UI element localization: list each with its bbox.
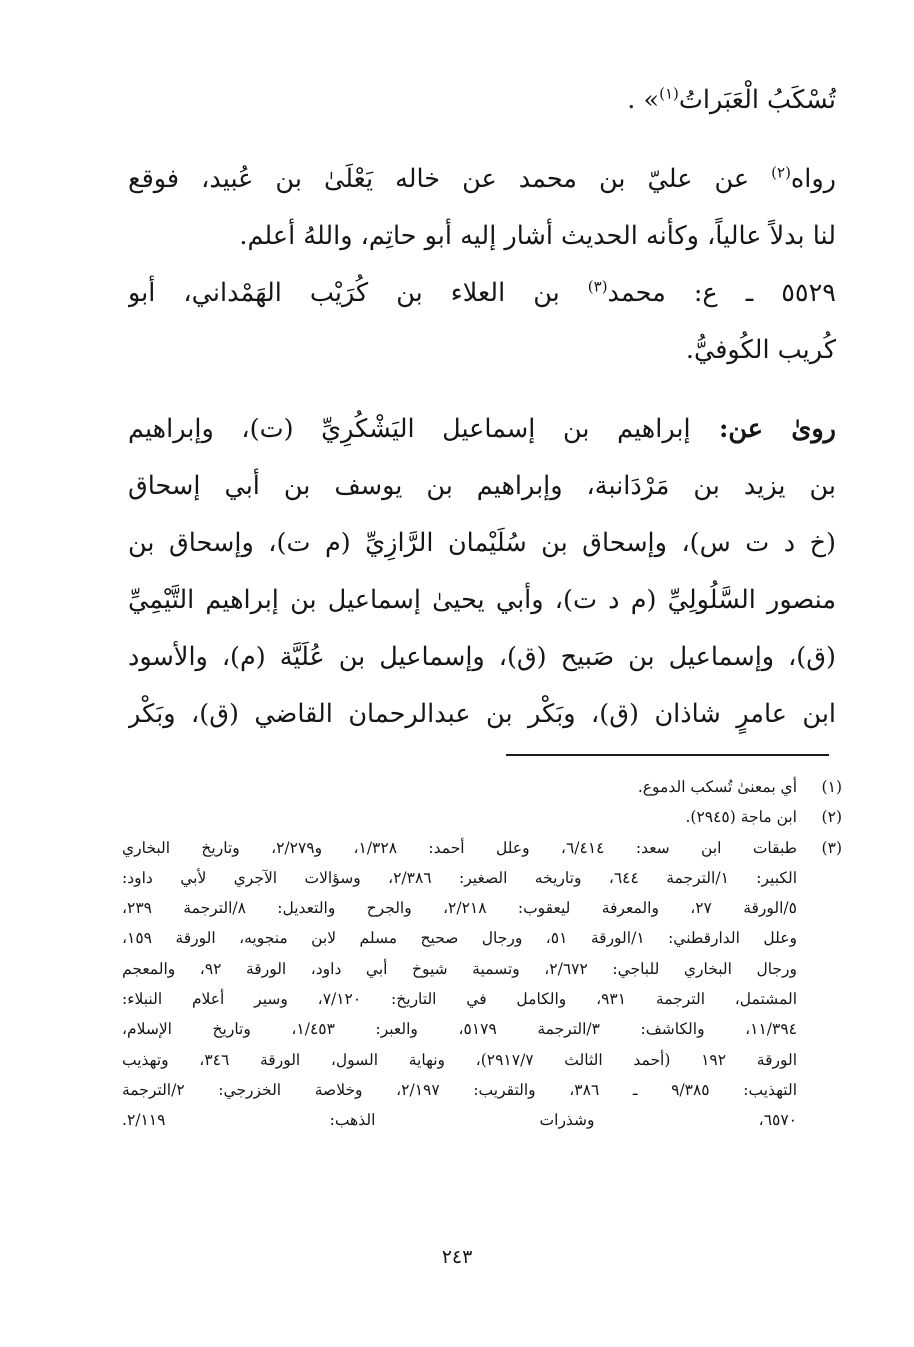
- footnote-continuation: ١١/٣٩٤، والكاشف: ٣/الترجمة ٥١٧٩، والعبر: ١/٤٥٣، وتاريخ الإسلام،: [122, 1020, 797, 1039]
- footnote-continuation: المشتمل، الترجمة ٩٣١، والكامل في التاريخ: ٧/١٢٠، وسير أعلام النبلاء:: [122, 990, 797, 1009]
- text-line: لنا بدلاً عالياً، وكأنه الحديث أشار إليه أبو حاتِم، واللهُ أعلم.: [239, 221, 836, 251]
- main-text: [128, 72, 836, 743]
- footnote: (٣) طبقات ابن سعد: ٦/٤١٤، وعلل أحمد: ١/٣٢٨، و٢/٢٧٩، وتاريخ البخاري: [122, 833, 842, 863]
- footnote-continuation: ٥/الورقة ٢٧، والمعرفة ليعقوب: ٢/٢١٨، والجرح والتعديل: ٨/الترجمة ٢٣٩،: [122, 899, 797, 918]
- footnote-number: (١): [821, 778, 842, 796]
- footnote-continuation: الورقة ١٩٢ (أحمد الثالث ٢٩١٧/٧)، ونهاية السول، الورقة ٣٤٦، وتهذيب: [122, 1050, 797, 1069]
- footnote-separator: [506, 754, 829, 756]
- footnote-marker: (٢): [771, 163, 791, 182]
- footnote-marker: (٣): [587, 277, 608, 296]
- text-line: (خ د ت س)، وإسحاق بن سُلَيْمان الرَّازِيِّ (م ت)، وإسحاق بن: [128, 528, 836, 558]
- text-line: منصور السَّلُولِيِّ (م د ت)، وأبي يحيىٰ إسماعيل بن إبراهيم التَّيْمِيِّ: [128, 585, 836, 615]
- text-line: تُسْكَبُ الْعَبَراتُ$^{(١)}$» .: [627, 84, 836, 115]
- footnote: (٢) ابن ماجة (٢٩٤٥).: [122, 802, 842, 832]
- entry-heading-line: ٥٥٢٩ ـ ع: محمد$^{(٣)}$ بن العلاء بن كُرَيْب الهَمْداني، أبو: [128, 277, 836, 308]
- footnote-continuation: ورجال البخاري للباجي: ٢/٦٧٢، وتسمية شيوخ أبي داود، الورقة ٩٢، والمعجم: [122, 959, 797, 978]
- footnote: (١) أي بمعنىٰ تُسكب الدموع.: [122, 772, 842, 802]
- text-line: روىٰ عن: إبراهيم بن إسماعيل اليَشْكُرِيِّ (ت)، وإبراهيم: [128, 414, 836, 444]
- footnote-number: (٢): [821, 808, 842, 827]
- footnote-number: (٣): [821, 838, 842, 857]
- text-line: ابن عامرٍ شاذان (ق)، وبَكْر بن عبدالرحمان القاضي (ق)، وبَكْر: [128, 699, 836, 729]
- text-line: بن يزيد بن مَرْدَانبة، وإبراهيم بن يوسف بن أبي إسحاق: [128, 471, 836, 501]
- text-line: رواه$^{(٢)}$ عن عليّ بن محمد عن خاله يَعْلَىٰ بن عُبيد، فوقع: [128, 163, 836, 194]
- footnote-continuation: وعلل الدارقطني: ١/الورقة ٥١، ورجال صحيح مسلم لابن منجويه، الورقة ١٥٩،: [122, 929, 797, 948]
- rawa-label: روىٰ عن:: [690, 414, 836, 444]
- page-number: ٢٤٣: [441, 1246, 473, 1268]
- text-line: (ق)، وإسماعيل بن صَبيح (ق)، وإسماعيل بن عُلَيَّة (م)، والأسود: [128, 642, 836, 672]
- footnote-continuation: ٦٥٧٠، وشذرات الذهب: ٢/١١٩.: [122, 1111, 797, 1130]
- footnotes: [122, 772, 842, 1136]
- footnote-continuation: الكبير: ١/الترجمة ٦٤٤، وتاريخه الصغير: ٢/٣٨٦، وسؤالات الآجري لأبي داود:: [122, 868, 797, 887]
- text-line: كُريب الكُوفيُّ.: [685, 335, 836, 365]
- footnote-marker: (١): [659, 84, 679, 103]
- footnote-continuation: التهذيب: ٩/٣٨٥ ـ ٣٨٦، والتقريب: ٢/١٩٧، وخلاصة الخزرجي: ٢/الترجمة: [122, 1080, 797, 1099]
